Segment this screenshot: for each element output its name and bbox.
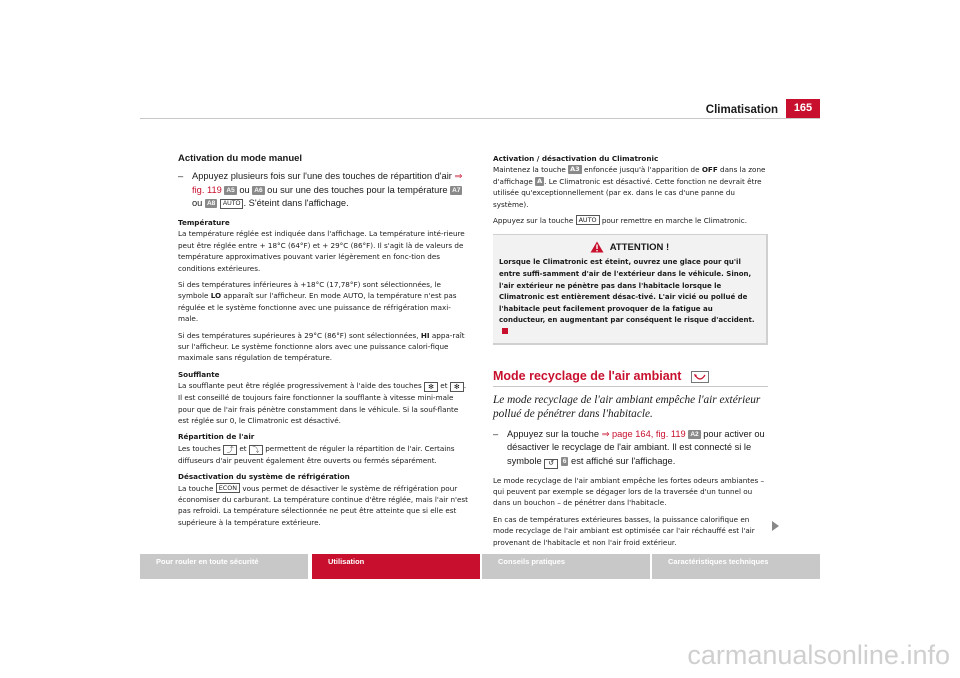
watermark: carmanualsonline.info bbox=[687, 640, 950, 670]
footer-tab-tips[interactable]: Conseils pratiques bbox=[482, 554, 650, 579]
fan-down-icon: ✻ bbox=[450, 382, 464, 392]
step-text: Appuyez plusieurs fois sur l'une des touches de répartition d'air bbox=[192, 171, 452, 182]
next-page-arrow-icon bbox=[772, 521, 779, 531]
cooling-off-paragraph bbox=[178, 483, 468, 529]
recirculation-intro: Le mode recyclage de l'air ambiant empêche l'air extérieur pollué de pénétrer dans l'habitacle. bbox=[493, 393, 761, 421]
text: apparaît sur l'afficheur. En mode AUTO, la température n'est pas régulée et le système fonctionne avec une puissance de réfrigération maxi-male. bbox=[178, 291, 457, 324]
text: Les touches bbox=[178, 443, 221, 453]
econ-key: ECON bbox=[216, 483, 240, 493]
section-title-text: Mode recyclage de l'air ambiant bbox=[493, 368, 682, 383]
hi-symbol: HI bbox=[420, 330, 430, 340]
step-text: Appuyez sur la touche bbox=[507, 428, 599, 439]
air-lower-icon: ⤵ bbox=[249, 445, 263, 455]
text: . Le Climatronic est désactivé. Cette fonction ne devrait être utilisée qu'exceptionnellement (par ex. dans le cas d'une panne du système). bbox=[493, 176, 762, 209]
recirculation-section-title bbox=[493, 368, 768, 383]
warning-box bbox=[493, 234, 768, 344]
text: et bbox=[440, 381, 448, 391]
climatronic-onoff-title: Activation / désactivation du Climatronic bbox=[493, 154, 659, 163]
footer-tab-safety[interactable]: Pour rouler en toute sécurité bbox=[140, 554, 308, 579]
fan-paragraph bbox=[178, 380, 468, 426]
warning-text bbox=[499, 257, 760, 338]
text: Appuyez sur la touche bbox=[493, 216, 574, 226]
warning-title: ATTENTION ! bbox=[609, 241, 670, 253]
manual-mode-step bbox=[178, 170, 468, 211]
recirculation-paragraph-2: En cas de températures extérieures basses, la puissance calorifique en mode recyclage de l'air ambiant est optimisée car l'air réchauffé est l'air provenant de l'habitacle et non l'air froid extérieur. bbox=[493, 514, 755, 547]
text: pour remettre en marche le Climatronic. bbox=[601, 216, 747, 226]
right-column bbox=[493, 153, 768, 553]
warning-icon bbox=[590, 241, 604, 253]
callout-a6: A6 bbox=[254, 186, 263, 194]
step-text: ou sur une des touches pour la température bbox=[267, 184, 448, 195]
text: vous permet de désactiver le système de réfrigération pour économiser du carburant. La température continue d'être réglée, mais l'air n'est pas refroidi. La température sélectionnée ne peut être atteinte que si elle est supérieure à la température extérieure. bbox=[178, 483, 468, 527]
fan-up-icon: ✻ bbox=[424, 382, 438, 392]
header-rule bbox=[140, 118, 820, 119]
air-distribution-paragraph bbox=[178, 443, 468, 466]
page-number: 165 bbox=[786, 99, 820, 118]
recirculation-step bbox=[493, 428, 768, 469]
air-upper-icon: ⤴ bbox=[223, 445, 237, 455]
text: Maintenez la touche bbox=[493, 165, 566, 175]
page-link[interactable]: ⇒ page 164, fig. 119 bbox=[601, 428, 686, 439]
temperature-paragraph: La température réglée est indiquée dans l'affichage. La température inté-rieure peut être réglée entre + 18°C (64°F) et + 29°C (86°F). Il s'agit là de valeurs de température approximatives pouvant varier légèrement en fonc-tion des conditions extérieures. bbox=[178, 229, 465, 273]
text: . Il est conseillé de toujours faire fonctionner la soufflante à vitesse mini-male pour que de l'air frais pénètre constamment dans le véhicule. Si la souf-flante est réglée sur 0, le Climatronic est désactivé. bbox=[178, 381, 467, 425]
off-symbol: OFF bbox=[701, 165, 718, 175]
footer-tab-specs[interactable]: Caractéristiques techniques bbox=[652, 554, 820, 579]
text: appa-raît sur l'afficheur. Le système fonctionne alors avec une puissance calori-fique maximale sans régulation de température. bbox=[178, 330, 465, 363]
fan-title: Soufflante bbox=[178, 369, 220, 379]
step-text: pour activer ou désactiver le recyclage de l'air ambiant. Il est connecté si le symbole bbox=[507, 428, 765, 466]
fig-link[interactable]: ⇒ fig. 119 bbox=[192, 171, 463, 195]
cooling-off-title: Désactivation du système de réfrigération bbox=[178, 472, 350, 482]
text: permettent de réguler la répartition de l'air. Certains diffuseurs d'air peuvent également être ouverts ou fermés séparément. bbox=[178, 443, 455, 465]
step-text: ou bbox=[192, 198, 203, 209]
callout-a8: A8 bbox=[206, 200, 216, 208]
text: Si des températures inférieures à +18°C (17,78°F) sont sélectionnées, le symbole bbox=[178, 279, 441, 301]
text: et bbox=[239, 443, 247, 453]
climatronic-onoff-paragraph bbox=[493, 164, 768, 210]
callout-a: A bbox=[537, 176, 543, 185]
step-dash: – bbox=[493, 428, 499, 439]
temperature-low-paragraph bbox=[178, 279, 468, 325]
climatronic-restart-paragraph bbox=[493, 215, 768, 226]
text: La touche bbox=[178, 483, 214, 493]
section-rule bbox=[493, 386, 768, 387]
step-text: . S'éteint dans l'affichage. bbox=[243, 198, 349, 209]
chapter-title: Climatisation bbox=[705, 104, 778, 116]
end-marker-icon bbox=[502, 328, 508, 334]
warning-heading bbox=[499, 241, 760, 253]
manual-mode-heading: Activation du mode manuel bbox=[178, 153, 303, 164]
text: La soufflante peut être réglée progressivement à l'aide des touches bbox=[178, 381, 422, 391]
recirculation-symbol-icon: ↺ bbox=[544, 459, 558, 469]
step-text: est affiché sur l'affichage. bbox=[571, 455, 676, 466]
text: Lorsque le Climatronic est éteint, ouvrez une glace pour qu'il entre suffi-samment d'air de l'extérieur dans le véhicule. Sinon, l'air extérieur ne pénètre pas dans l'habitacle lorsque le Climatronic est entièrement désac-tivé. L'air vicié ou pollué de l'habitacle peut facilement provoquer de la fatigue au conducteur, en augmentant par conséquent le risque d'accident. bbox=[499, 258, 755, 325]
air-distribution-title: Répartition de l'air bbox=[178, 432, 255, 442]
text: Si des températures supérieures à 29°C (86°F) sont sélectionnées, bbox=[178, 330, 419, 340]
recirculation-paragraph-1: Le mode recyclage de l'air ambiant empêche les fortes odeurs ambiantes – qui peuvent par exemple se dégager lors de la traversée d'un tunnel ou dans un bouchon – de pénétrer dans l'habitacle. bbox=[493, 475, 765, 508]
temperature-high-paragraph bbox=[178, 330, 468, 364]
temperature-title: Température bbox=[178, 217, 230, 227]
text: dans la zone d'affichage bbox=[493, 165, 766, 186]
lo-symbol: LO bbox=[210, 291, 222, 301]
left-column bbox=[178, 153, 468, 533]
auto-key: AUTO bbox=[576, 215, 600, 225]
step-text: ou bbox=[239, 184, 250, 195]
auto-key: AUTO bbox=[220, 199, 244, 209]
text: enfoncée jusqu'à l'apparition de bbox=[583, 165, 700, 175]
callout-a3: A3 bbox=[570, 165, 580, 174]
callout-a7: A7 bbox=[452, 186, 461, 194]
callout-a5: A5 bbox=[226, 186, 235, 194]
callout-a2: A2 bbox=[690, 430, 699, 438]
recirculation-icon bbox=[691, 371, 709, 383]
step-dash: – bbox=[178, 171, 184, 182]
callout-6: 6 bbox=[562, 457, 567, 465]
footer-tab-operation[interactable]: Utilisation bbox=[312, 554, 480, 579]
